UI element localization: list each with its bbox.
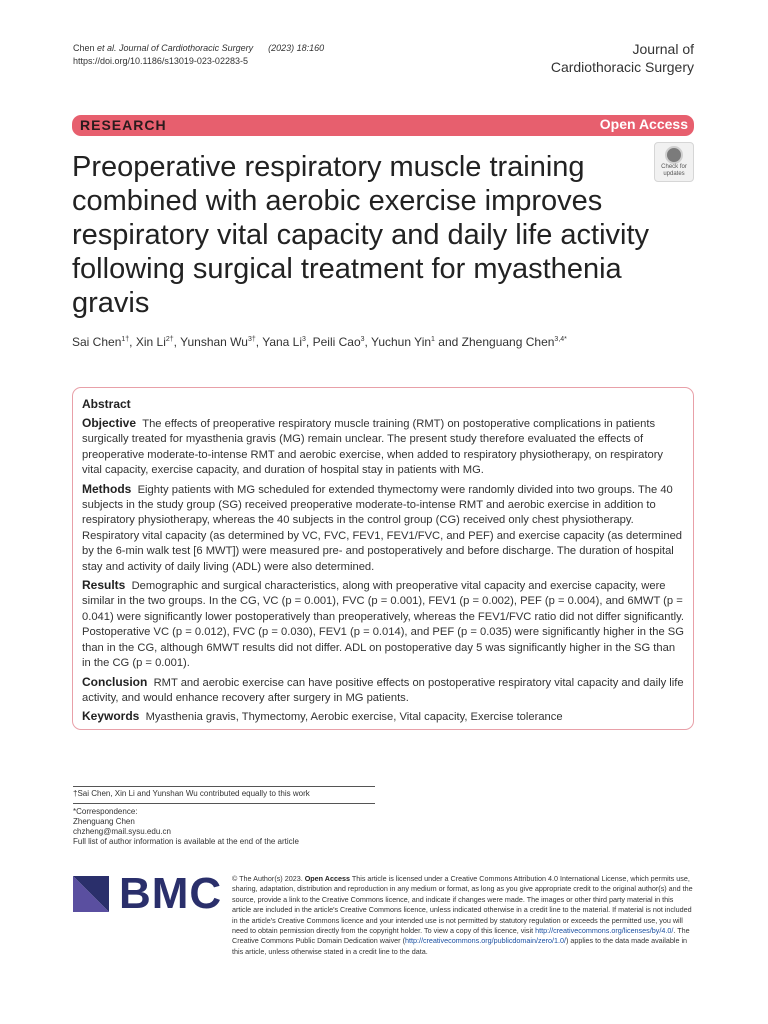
abstract-box — [72, 387, 694, 730]
publisher-logo-text: BMC — [119, 869, 223, 918]
license-body-2: . The Creative Commons Public Domain Dedication waiver ( — [232, 926, 690, 946]
author[interactable]: Yana Li$^3$ — [262, 335, 306, 349]
license-body-3: ) applies to the data made available in this article, unless otherwise stated in a credit line to the data. — [232, 936, 688, 956]
results-text: Demographic and surgical characteristics, along with preoperative vital capacity and exercise capacity, were similar in the two groups. In the CG, VC (p = 0.001), FVC (p = 0.001), FEV1 (p = 0.002), PEF (p = 0.004), and 6MWT (p = 0.041) were significantly lower postoperatively than preoperatively, whereas the FEV1/FVC ratio did not differ significantly. Postoperative VC (p = 0.012), FVC (p = 0.030), FEV1 (p = 0.014), and PEF (p = 0.035) were significantly higher in the SG than in the CG, although 6MWT results did not differ. ADL on postoperative day 5 was significantly higher in the SG than in the CG (p = 0.001). — [82, 580, 684, 670]
badge-line2: updates — [663, 171, 685, 177]
open-access-notice: Open Access — [304, 874, 350, 883]
author[interactable]: Yuchun Yin$^1$ — [370, 335, 435, 349]
author[interactable]: Peili Cao$^3$ — [312, 335, 365, 349]
check-for-updates-icon — [665, 146, 683, 164]
citation-author: Chen — [73, 43, 95, 53]
objective-label: Objective — [82, 416, 137, 430]
methods-label: Methods — [82, 481, 132, 496]
citation-journal: et al. Journal of Cardiothoracic Surgery — [97, 43, 254, 53]
methods-text: Eighty patients with MG scheduled for extended thymectomy were randomly divided into two groups. The 40 subjects in the study group (SG) received preoperative moderate-to-intense RMT and aerobic exercise in addition to respiratory physiotherapy, whereas the 40 subjects in the control group (CG) received only chest physiotherapy. Respiratory vital capacity (as determined by VC, FVC, FEV1, FEV1/FVC, and PEF) and exercise capacity (as determined by the 6-min walk test [6 MWT]) were measured pre- and postoperatively and before discharge. The duration of hospital stay and activity of daily living (ADL) were also determined. — [82, 483, 683, 573]
authors-conjunction: and — [438, 335, 459, 349]
correspondence-email[interactable]: chzheng@mail.sysu.edu.cn — [73, 827, 171, 836]
article-type-label: RESEARCH — [80, 117, 167, 133]
badge-line1: Check for — [661, 164, 687, 170]
bmc-logo-icon — [73, 876, 109, 912]
author-info-note: Full list of author information is available at the end of the article — [73, 837, 299, 846]
footnotes — [73, 786, 375, 847]
abstract-keywords — [82, 709, 686, 725]
check-for-updates-badge[interactable] — [654, 142, 694, 182]
license-notice — [232, 874, 694, 957]
license-link[interactable]: http://creativecommons.org/licenses/by/4.0/ — [535, 926, 674, 936]
keywords-text: Myasthenia gravis, Thymectomy, Aerobic exercise, Vital capacity, Exercise tolerance — [145, 711, 563, 724]
correspondence-name: Zhenguang Chen — [73, 817, 135, 826]
abstract-conclusion — [82, 675, 686, 707]
abstract-results — [82, 578, 686, 671]
results-label: Results — [82, 578, 126, 593]
conclusion-text: RMT and aerobic exercise can have positive effects on postoperative respiratory vital capacity and daily life activity, and would enhance recovery after surgery in MG patients. — [82, 676, 684, 704]
article-type-banner — [72, 115, 694, 136]
abstract-heading: Abstract — [82, 397, 131, 411]
author[interactable]: Yunshan $Wu^{3\dagger}$ — [180, 335, 256, 349]
journal-name-line1: Journal of — [632, 41, 694, 57]
keywords-label: Keywords — [82, 709, 140, 724]
open-access-label: Open Access — [599, 116, 688, 132]
journal-name — [551, 40, 694, 76]
abstract-methods — [82, 482, 686, 575]
abstract-objective — [82, 416, 686, 479]
author[interactable]: Sai Chen$^{1\dagger}$ — [72, 335, 130, 349]
author-list: Sai Chen$^{1\dagger}$, Xin $Li^{2\dagger}$, Yunshan $Wu^{3\dagger}$, Yana Li$^3$, Peili Cao$^3$, Yuchun Yin$^1$ and Zhenguang Chen$^{3,4*}$ — [72, 335, 567, 349]
copyright-text: © The Author(s) 2023. — [232, 874, 303, 883]
author[interactable]: Zhenguang Chen$^{3,4*}$ — [461, 335, 567, 349]
doi-link[interactable]: https://doi.org/10.1186/s13019-023-02283-5 — [73, 56, 248, 66]
license-body-1: This article is licensed under a Creative Commons Attribution 4.0 International License, which permits use, sharing, adaptation, distribution and reproduction in any medium or format, as long as you give appropriate credit to the original author(s) and the source, provide a link to the Creative Commons licence, and indicate if changes were made. The images or other third party material in this article are included in the article's Creative Commons licence, unless indicated otherwise in a credit line to the material. If material is not included in the article's Creative Commons licence and your intended use is not permitted by statutory regulation or exceeds the permitted use, you will need to obtain permission directly from the copyright holder. To view a copy of this licence, visit — [232, 874, 693, 936]
journal-name-line2: Cardiothoracic Surgery — [550, 59, 694, 75]
public-domain-link[interactable]: http://creativecommons.org/publicdomain/zero/1.0/ — [404, 936, 566, 946]
conclusion-label: Conclusion — [82, 674, 148, 689]
article-title: Preoperative respiratory muscle training combined with aerobic exercise improves respiratory vital capacity and daily life activity following surgical treatment for myasthenia gravis — [72, 151, 650, 319]
author[interactable]: Xin $Li^{2\dagger}$ — [135, 335, 174, 349]
citation-header — [73, 42, 324, 68]
objective-text: The effects of preoperative respiratory muscle training (RMT) on postoperative complications in patients surgically treated for myasthenia gravis (MG) remain unclear. The present study therefore evaluated the effects of preoperative moderate-to-intense RMT and aerobic exercise, when added to respiratory physiotherapy, on respiratory vital capacity, exercise capacity, and duration of hospital stay in patients with MG. — [82, 418, 664, 477]
correspondence-label: *Correspondence: — [73, 807, 138, 816]
equal-contribution-note: †Sai Chen, Xin Li and Yunshan Wu contributed equally to this work — [73, 789, 310, 798]
citation-volume: (2023) 18:160 — [268, 43, 325, 53]
publisher-logo[interactable] — [73, 869, 223, 918]
